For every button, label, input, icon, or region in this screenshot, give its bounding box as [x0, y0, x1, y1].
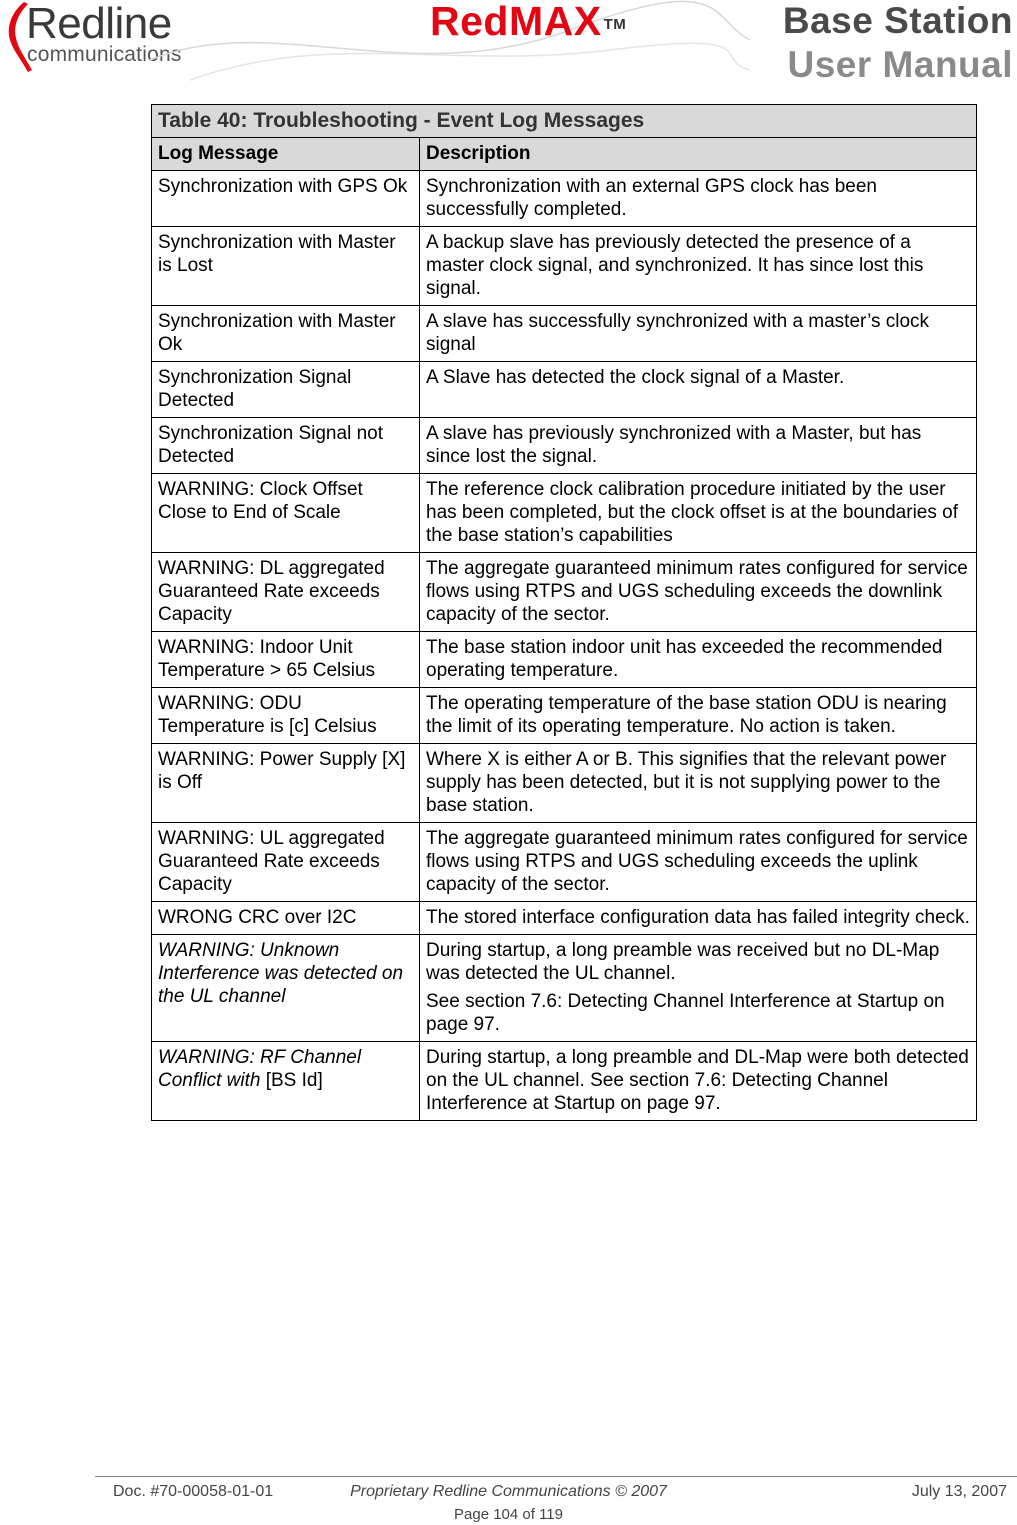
log-message: Synchronization with GPS Ok — [152, 171, 420, 227]
log-message: WARNING: Unknown Interference was detected on the UL channel — [152, 935, 420, 1042]
log-description: The operating temperature of the base station ODU is nearing the limit of its operating temperature. No action is taken. — [420, 688, 977, 744]
caption-title: Troubleshooting - Event Log Messages — [253, 109, 645, 132]
page-header — [0, 0, 1017, 88]
table-row — [152, 823, 977, 902]
log-description: A backup slave has previously detected the presence of a master clock signal, and synchronized. It has since lost this signal. — [420, 227, 977, 306]
table-row — [152, 935, 977, 1042]
log-description: The reference clock calibration procedure initiated by the user has been completed, but the clock offset is at the boundaries of the base station’s capabilities — [420, 474, 977, 553]
log-description: The aggregate guaranteed minimum rates configured for service flows using RTPS and UGS scheduling exceeds the uplink capacity of the sector. — [420, 823, 977, 902]
log-description: A Slave has detected the clock signal of a Master. — [420, 362, 977, 418]
log-message: WARNING: Indoor Unit Temperature > 65 Celsius — [152, 632, 420, 688]
log-message: WARNING: UL aggregated Guaranteed Rate exceeds Capacity — [152, 823, 420, 902]
log-description-reference: See section 7.6: Detecting Channel Interference at Startup on page 97. — [426, 991, 945, 1035]
log-description: Where X is either A or B. This signifies that the relevant power supply has been detected, but it is not supplying power to the base station. — [420, 744, 977, 823]
table-row — [152, 362, 977, 418]
event-log-table — [151, 104, 977, 1121]
log-message: WARNING: DL aggregated Guaranteed Rate exceeds Capacity — [152, 553, 420, 632]
table-row — [152, 632, 977, 688]
log-message: WARNING: Clock Offset Close to End of Scale — [152, 474, 420, 553]
table-row — [152, 474, 977, 553]
product-name — [430, 0, 626, 42]
log-description — [420, 935, 977, 1042]
log-description: A slave has successfully synchronized with a master’s clock signal — [420, 306, 977, 362]
table-caption-row — [152, 105, 977, 138]
product-max: MAX — [508, 0, 602, 44]
caption-separator: : — [240, 109, 254, 132]
column-header-description: Description — [420, 138, 977, 171]
log-message: WARNING: ODU Temperature is [c] Celsius — [152, 688, 420, 744]
log-message: Synchronization with Master is Lost — [152, 227, 420, 306]
table-header-row — [152, 138, 977, 171]
log-message: Synchronization with Master Ok — [152, 306, 420, 362]
log-message: WARNING: Power Supply [X] is Off — [152, 744, 420, 823]
table-row — [152, 553, 977, 632]
log-description: The aggregate guaranteed minimum rates configured for service flows using RTPS and UGS scheduling exceeds the downlink capacity of the sector. — [420, 553, 977, 632]
log-description: Synchronization with an external GPS clock has been successfully completed. — [420, 171, 977, 227]
table-row — [152, 744, 977, 823]
logo-wordmark: Redline — [26, 0, 172, 48]
caption-prefix: Table 40 — [158, 109, 241, 132]
table-row — [152, 688, 977, 744]
footer-page-number: Page 104 of 119 — [454, 1506, 563, 1523]
table-row — [152, 306, 977, 362]
log-message: WRONG CRC over I2C — [152, 902, 420, 935]
table-caption — [152, 105, 977, 138]
log-description: During startup, a long preamble and DL-Map were both detected on the UL channel. See section 7.6: Detecting Channel Interference at Startup on page 97. — [420, 1042, 977, 1121]
table-row — [152, 902, 977, 935]
logo-subtitle: communications — [27, 43, 182, 66]
product-red: Red — [430, 0, 509, 44]
footer-proprietary: Proprietary Redline Communications © 2007 — [350, 1483, 667, 1500]
table-row — [152, 418, 977, 474]
log-description: A slave has previously synchronized with a Master, but has since lost the signal. — [420, 418, 977, 474]
log-message-italic: WARNING: RF Channel Conflict with — [158, 1047, 362, 1091]
table-row — [152, 1042, 977, 1121]
log-message: Synchronization Signal not Detected — [152, 418, 420, 474]
log-message-tail: [BS Id] — [260, 1070, 323, 1091]
trademark: TM — [603, 16, 627, 33]
footer-divider — [95, 1476, 1017, 1477]
log-description-line: During startup, a long preamble was received but no DL-Map was detected the UL channel. — [426, 940, 940, 984]
doc-subtitle: User Manual — [787, 44, 1013, 85]
footer-doc-number: Doc. #70-00058-01-01 — [113, 1483, 274, 1500]
log-description: The base station indoor unit has exceeded the recommended operating temperature. — [420, 632, 977, 688]
column-header-message: Log Message — [152, 138, 420, 171]
table-row — [152, 171, 977, 227]
log-message: Synchronization Signal Detected — [152, 362, 420, 418]
doc-title: Base Station — [782, 0, 1013, 41]
table-row — [152, 227, 977, 306]
log-description: The stored interface configuration data has failed integrity check. — [420, 902, 977, 935]
log-message — [152, 1042, 420, 1121]
footer-date: July 13, 2007 — [911, 1483, 1007, 1500]
